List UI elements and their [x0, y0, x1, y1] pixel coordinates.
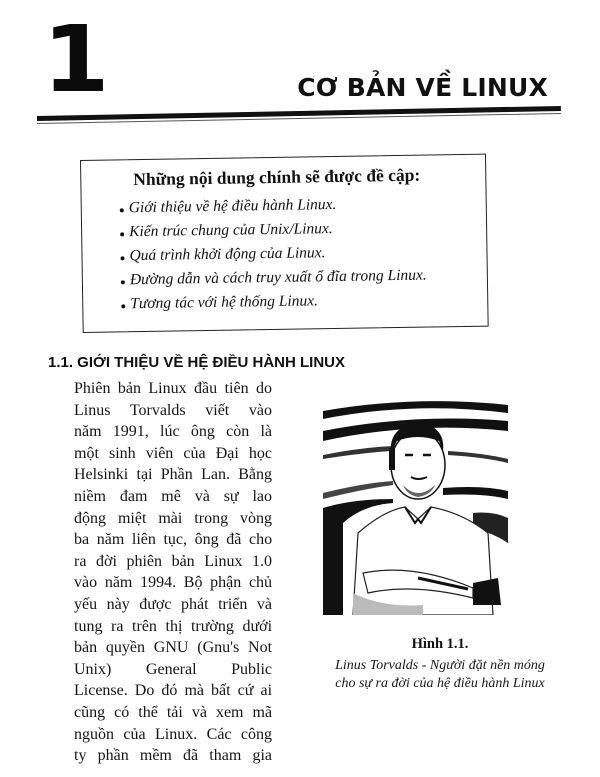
chapter-title: CƠ BẢN VỀ LINUX	[297, 73, 548, 102]
bullet-icon	[120, 232, 124, 236]
chapter-number: 1	[42, 6, 110, 113]
body-line: Helsinki tại Phần Lan. Bằng	[74, 466, 272, 484]
summary-list	[120, 192, 428, 317]
bullet-icon	[121, 256, 125, 260]
figure-caption-line: cho sự ra đời của hệ điều hành Linux	[335, 676, 545, 691]
body-line: nguồn của Linux. Các công	[74, 725, 272, 743]
summary-item-text: Kiến trúc chung của Unix/Linux.	[128, 220, 333, 241]
portrait-illustration	[323, 393, 508, 615]
body-line: tung ra trên thị trường dưới	[74, 617, 272, 635]
summary-heading: Những nội dung chính sẽ được đề cập:	[133, 164, 421, 190]
summary-item	[121, 264, 427, 293]
body-line: Phiên bản Linux đầu tiên do	[74, 380, 272, 397]
figure-caption	[300, 657, 580, 693]
body-line: bản quyền GNU (Gnu's Not	[74, 639, 272, 657]
figure-caption-line: Linus Torvalds - Người đặt nền móng	[335, 658, 545, 673]
body-line: niềm đam mê và sự lao	[74, 487, 272, 505]
bullet-icon	[120, 208, 124, 212]
body-line: vào năm 1994. Bộ phận chủ	[74, 574, 272, 592]
body-line: yếu này được phát triển và	[74, 595, 272, 613]
body-line: động miệt mài trong vòng	[74, 509, 272, 527]
figure-photo-linus-torvalds	[323, 393, 508, 615]
summary-item-text: Đường dẫn và cách truy xuất ổ đĩa trong Linux.	[129, 266, 427, 289]
body-line: Unix) General Public	[74, 660, 272, 678]
summary-item	[121, 288, 427, 317]
body-line: ba năm liên tục, ông đã cho	[74, 531, 272, 549]
bullet-icon	[121, 280, 125, 284]
body-line: cũng có thể tải và xem mã	[74, 703, 272, 721]
summary-item-text: Giới thiệu về hệ điều hành Linux.	[128, 195, 337, 217]
body-line: License. Do đó mà bất cứ ai	[74, 682, 272, 700]
summary-item-text: Tương tác với hệ thống Linux.	[130, 292, 319, 313]
summary-item-text: Quá trình khởi động của Linux.	[129, 244, 326, 265]
section-heading: 1.1. GIỚI THIỆU VỀ HỆ ĐIỀU HÀNH LINUX	[48, 354, 346, 371]
body-line: năm 1991, lúc ông còn là	[74, 423, 272, 441]
body-line: một sinh viên của Đại học	[74, 444, 272, 462]
body-line: ty phần mềm đã tham gia	[74, 747, 272, 765]
section-body-paragraph	[74, 378, 272, 767]
bullet-icon	[121, 304, 125, 308]
body-line: Linus Torvalds viết vào	[74, 401, 272, 419]
body-line: ra đời phiên bản Linux 1.0	[74, 552, 272, 570]
chapter-summary-box	[80, 154, 489, 333]
figure-label: Hình 1.1.	[411, 636, 469, 652]
